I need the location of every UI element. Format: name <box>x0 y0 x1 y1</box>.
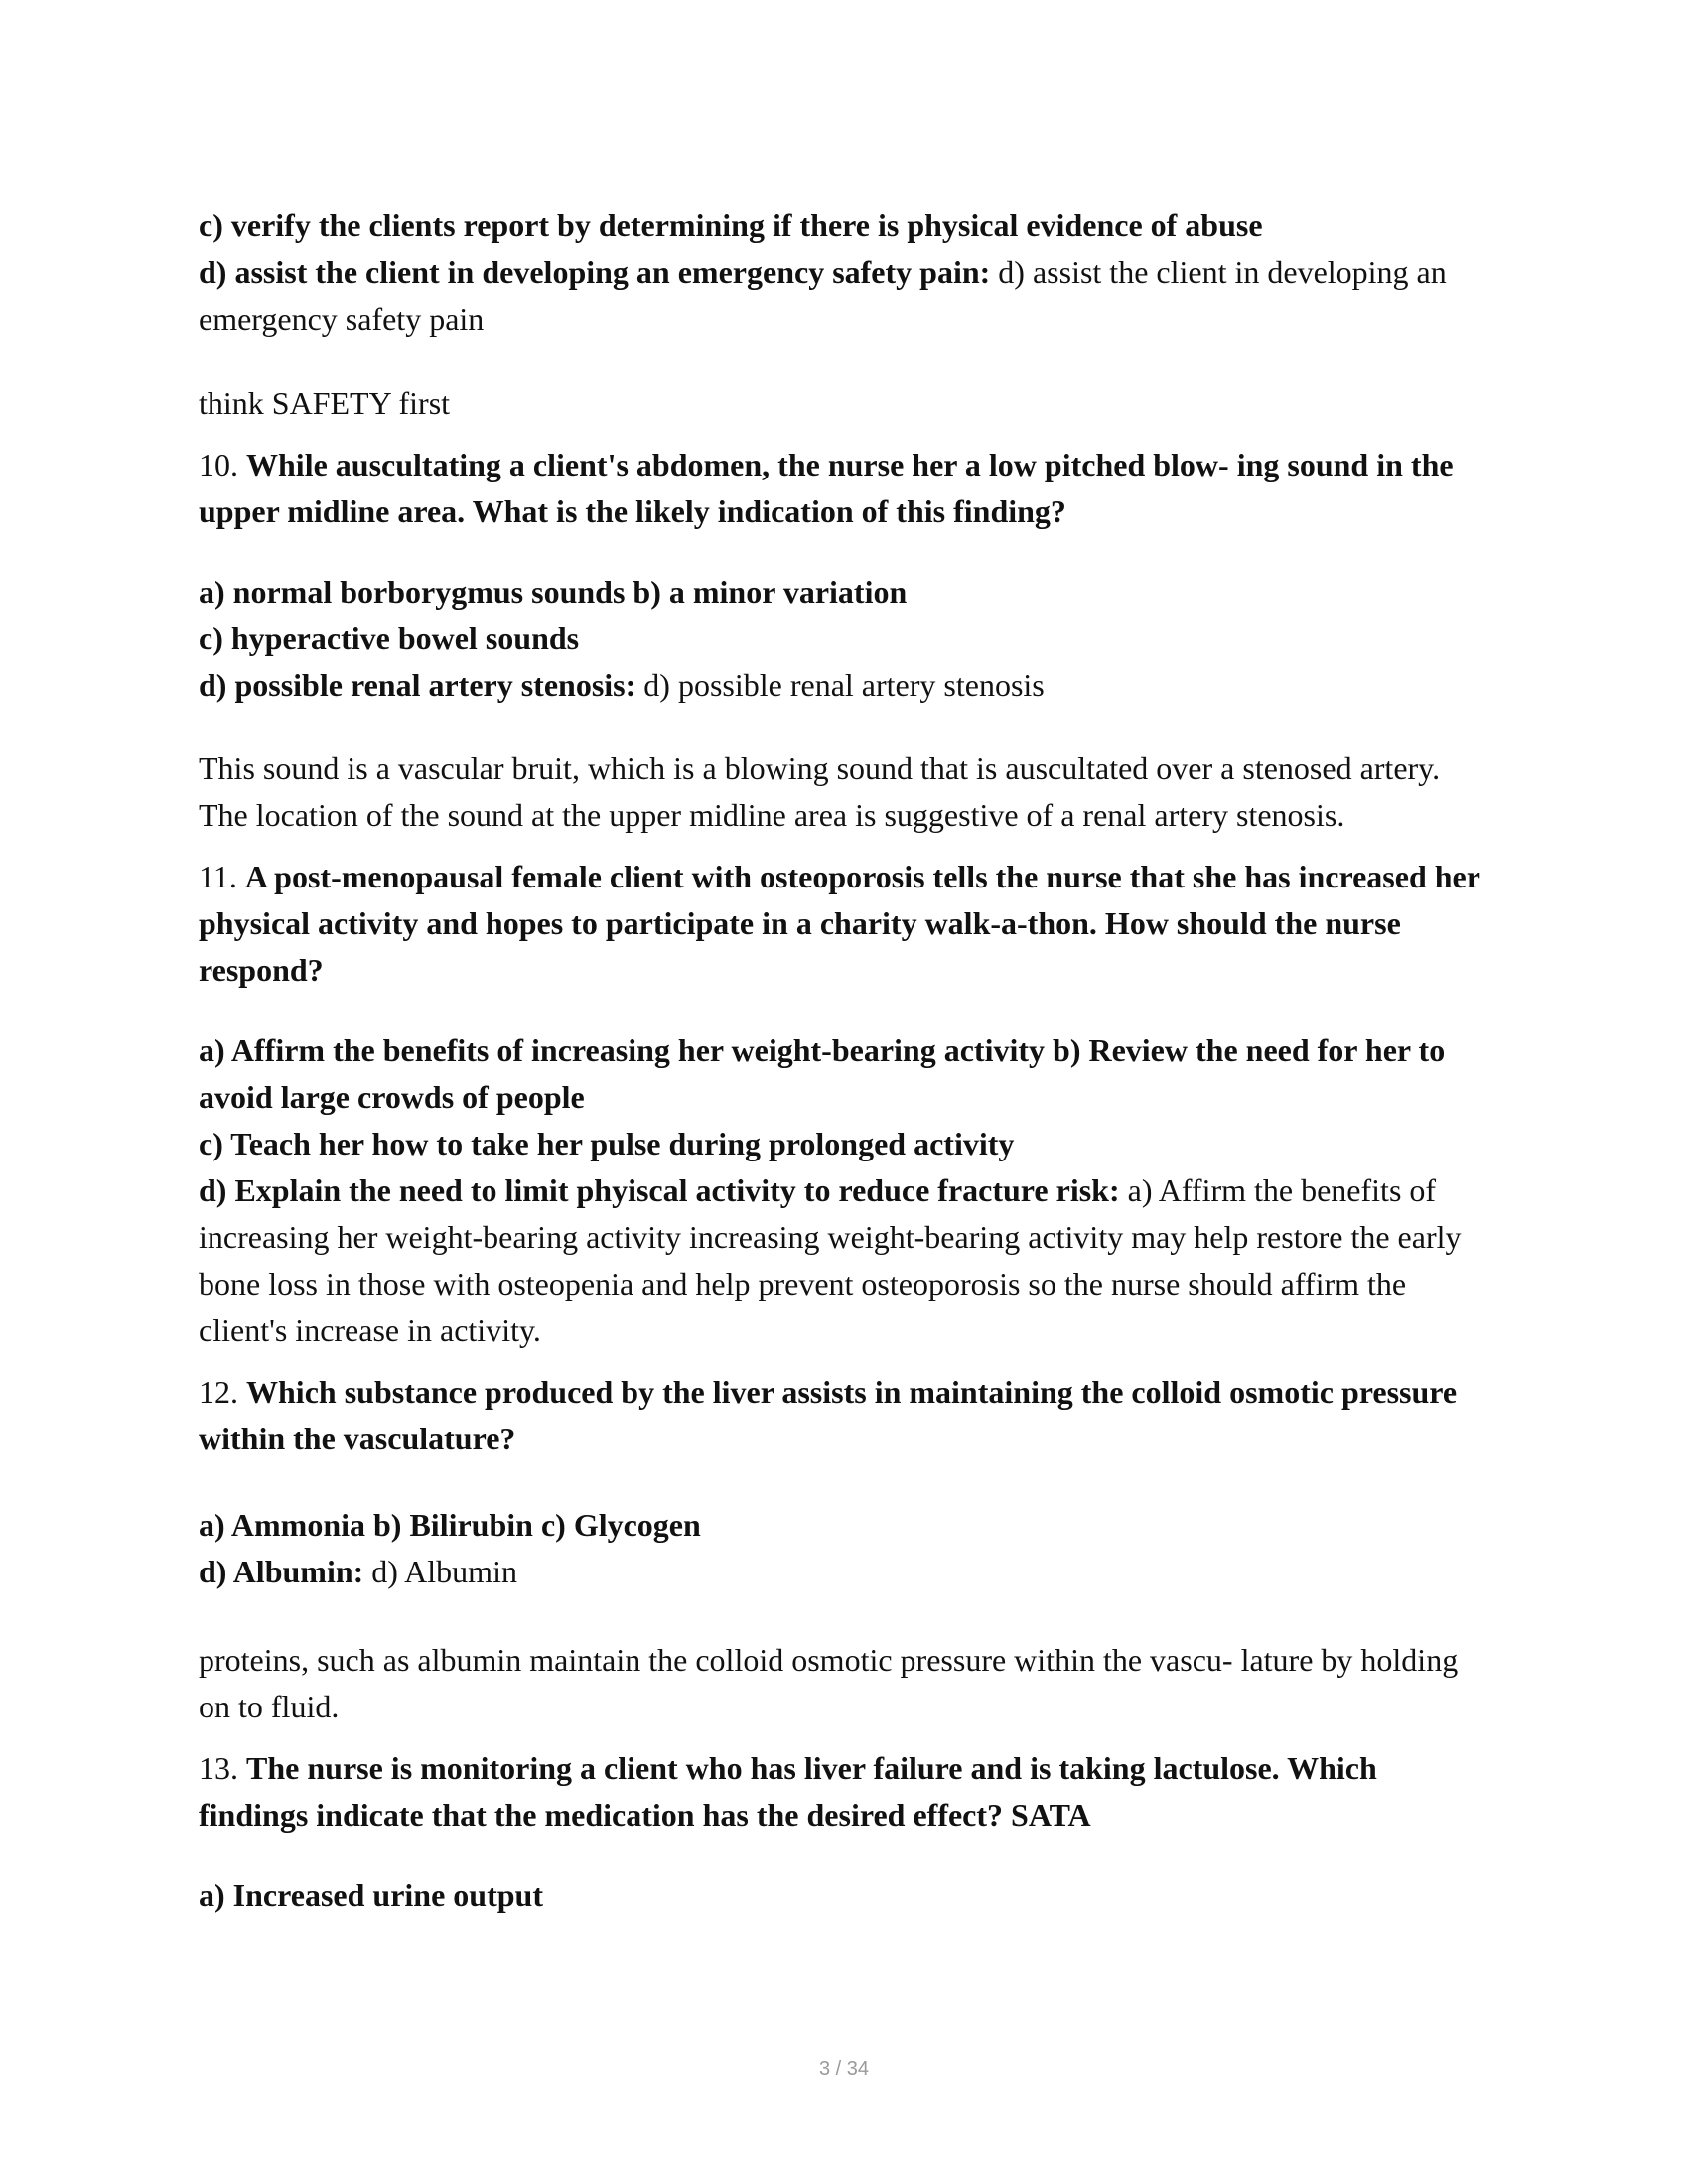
q9-option-c: c) verify the clients report by determining if there is physical evidence of abuse <box>199 207 1263 243</box>
q9-option-d: d) assist the client in developing an emergency safety pain: <box>199 254 991 290</box>
q12-option-d-line <box>199 1549 1489 1595</box>
q9-rationale: think SAFETY first <box>199 385 451 421</box>
q12-question-block <box>199 1369 1489 1462</box>
q10-question: While auscultating a client's abdomen, the nurse her a low pitched blow- ing sound in the upper midline area. What is the likely indication of this finding? <box>199 447 1454 529</box>
q13-question: The nurse is monitoring a client who has liver failure and is taking lactulose. Which findings indicate that the medication has the desired effect? SATA <box>199 1750 1377 1833</box>
q12-rationale: proteins, such as albumin maintain the colloid osmotic pressure within the vascu- lature by holding on to fluid. <box>199 1642 1459 1724</box>
q13-number: 13. <box>199 1750 238 1786</box>
q11-answer: a) Affirm the benefits of increasing her weight-bearing activity increasing weight-bearing activity may help restore the early bone loss in those with osteopenia and help prevent osteoporosis so the nurse should affirm the client's increase in activity. <box>199 1172 1462 1348</box>
q9-answer: d) assist the client in developing an emergency safety pain <box>199 254 1447 337</box>
q11-option-c: c) Teach her how to take her pulse during prolonged activity <box>199 1126 1015 1161</box>
q11-option-d: d) Explain the need to limit phyiscal activity to reduce fracture risk: <box>199 1172 1120 1208</box>
q11-number: 11. <box>199 859 237 894</box>
q10-rationale: This sound is a vascular bruit, which is a blowing sound that is auscultated over a stenosed artery. The location of the sound at the upper midline area is suggestive of a renal artery stenosis. <box>199 751 1441 833</box>
q10-option-d-line <box>199 662 1489 709</box>
q12-number: 12. <box>199 1374 238 1410</box>
q12-option-abc: a) Ammonia b) Bilirubin c) Glycogen <box>199 1507 701 1543</box>
q12-answer: d) Albumin <box>371 1554 517 1589</box>
q12-option-d: d) Albumin: <box>199 1554 364 1589</box>
q10-option-c: c) hyperactive bowel sounds <box>199 620 580 656</box>
q13-question-block <box>199 1745 1489 1839</box>
q9-option-d-line <box>199 249 1489 342</box>
q10-question-block <box>199 442 1489 535</box>
q11-question: A post-menopausal female client with osteoporosis tells the nurse that she has increased her physical activity and hopes to participate in a charity walk-a-thon. How should the nurse respond? <box>199 859 1480 988</box>
q10-option-d: d) possible renal artery stenosis: <box>199 667 636 703</box>
page-content <box>199 203 1489 1919</box>
page-indicator: 3 / 34 <box>818 2058 870 2080</box>
q11-question-block <box>199 854 1489 994</box>
q10-option-ab: a) normal borborygmus sounds b) a minor variation <box>199 574 908 610</box>
q11-option-d-line <box>199 1167 1489 1354</box>
q10-number: 10. <box>199 447 238 482</box>
q13-option-a: a) Increased urine output <box>199 1877 543 1913</box>
q11-option-ab: a) Affirm the benefits of increasing her weight-bearing activity b) Review the need for her to avoid large crowds of people <box>199 1032 1446 1115</box>
q12-question: Which substance produced by the liver assists in maintaining the colloid osmotic pressure within the vasculature? <box>199 1374 1458 1456</box>
q10-answer: d) possible renal artery stenosis <box>643 667 1045 703</box>
